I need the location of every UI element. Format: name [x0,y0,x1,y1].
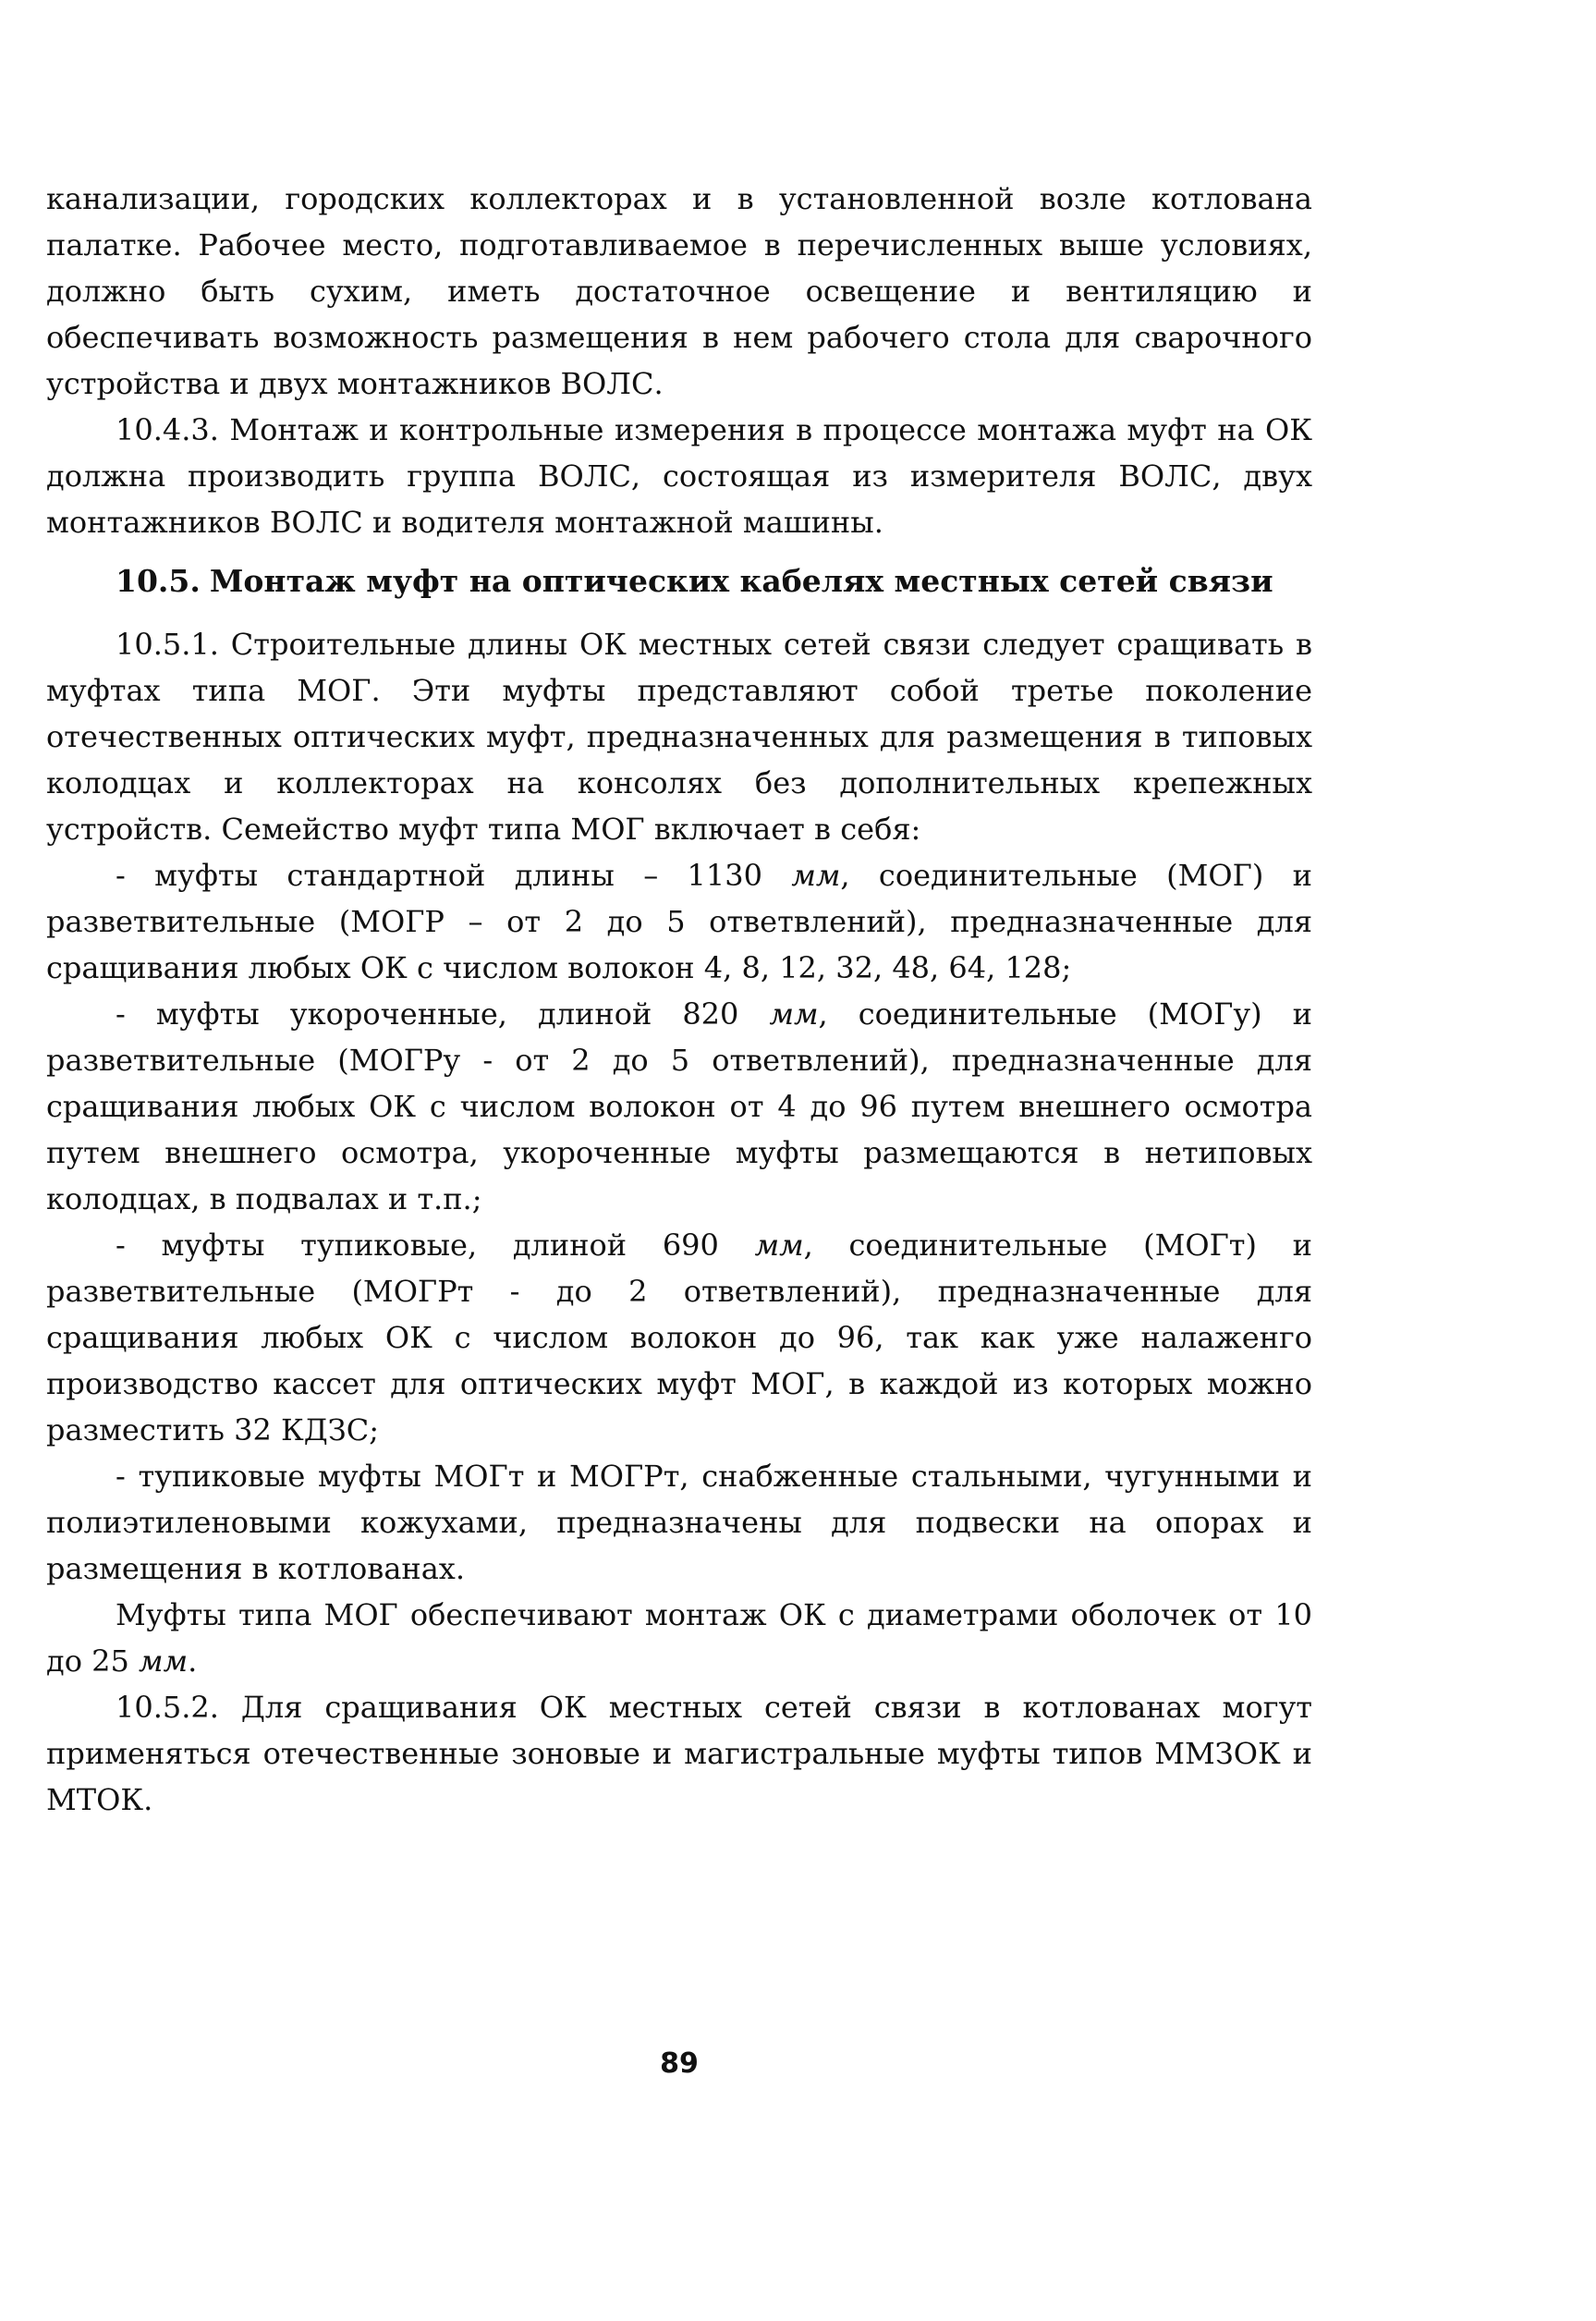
list-item-text: , соединительные (МОГ) и разветвительные (МОГР – от 2 до 5 ответвлений), предназначенные для сращивания любых ОК с числом волокон 4, 8, 12, 32, 48, 64, 128; [46,858,1313,985]
list-item-standard [46,852,1312,991]
list-item-casings: - тупиковые муфты МОГт и МОГРт, снабженные стальными, чугунными и полиэтиленовыми кожухами, предназначены для подвески на опорах и размещения в котлованах. [46,1459,1312,1586]
page-number: 89 [660,2047,699,2080]
list-item-deadend [46,1222,1312,1453]
unit-label: мм [769,996,819,1032]
paragraph-diameters [46,1592,1312,1684]
paragraph-workplace: канализации, городских коллекторах и в установленной возле котлована палатке. Рабочее место, подготавливаемое в перечисленных выше условиях, должно быть сухим, иметь достаточное освещение и вентиляцию и обеспечивать возможность размещения в нем рабочего стола для сварочного устройства и двух монтажников ВОЛС. [46,181,1312,401]
paragraph-10-5-2: 10.5.2. Для сращивания ОК местных сетей связи в котлованах могут применяться отечественные зоновые и магистральные муфты типов ММЗОК и МТОК. [46,1690,1312,1817]
unit-label: мм [791,858,841,893]
list-item-shortened [46,991,1312,1222]
unit-label: мм [139,1643,189,1679]
list-item-text: - муфты тупиковые, длиной 690 [116,1228,755,1263]
list-item-text: , соединительные (МОГт) и разветвительные (МОГРт - до 2 ответвлений), предназначенные для сращивания любых ОК с числом волокон до 96, так как уже налаженго производство кассет для оптических муфт МОГ, в каждой из которых можно разместить 32 КДЗС; [46,1228,1313,1448]
paragraph-10-4-3: 10.4.3. Монтаж и контрольные измерения в процессе монтажа муфт на ОК должна производить группа ВОЛС, состоящая из измерителя ВОЛС, двух монтажников ВОЛС и водителя монтажной машины. [46,412,1312,540]
section-number: 10.5. [116,563,201,599]
list-item-text: - муфты стандартной длины – 1130 [116,858,792,893]
list-item-text: , соединительные (МОГу) и разветвительные (МОГРу - от 2 до 5 ответвлений), предназначенные для сращивания любых ОК с числом волокон от 4 до 96 путем внешнего осмотра путем внешнего осмотра, укороченные муфты размещаются в нетиповых колодцах, в подвалах и т.п.; [46,996,1313,1216]
document-page [46,176,1312,1823]
section-title: Монтаж муфт на оптических кабелях местных сетей связи [209,563,1273,599]
list-item-text: - муфты укороченные, длиной 820 [116,996,770,1032]
unit-label: мм [754,1228,804,1263]
paragraph-text: Муфты типа МОГ обеспечивают монтаж ОК с диаметрами оболочек от 10 до 25 [46,1597,1312,1679]
paragraph-10-5-1: 10.5.1. Строительные длины ОК местных сетей связи следует сращивать в муфтах типа МОГ. Эти муфты представляют собой третье поколение отечественных оптических муфт, предназначенных для размещения в типовых колодцах и коллекторах на консолях без дополнительных крепежных устройств. Семейство муфт типа МОГ включает в себя: [46,627,1312,847]
paragraph-text: . [188,1643,198,1679]
section-heading [46,558,1312,605]
